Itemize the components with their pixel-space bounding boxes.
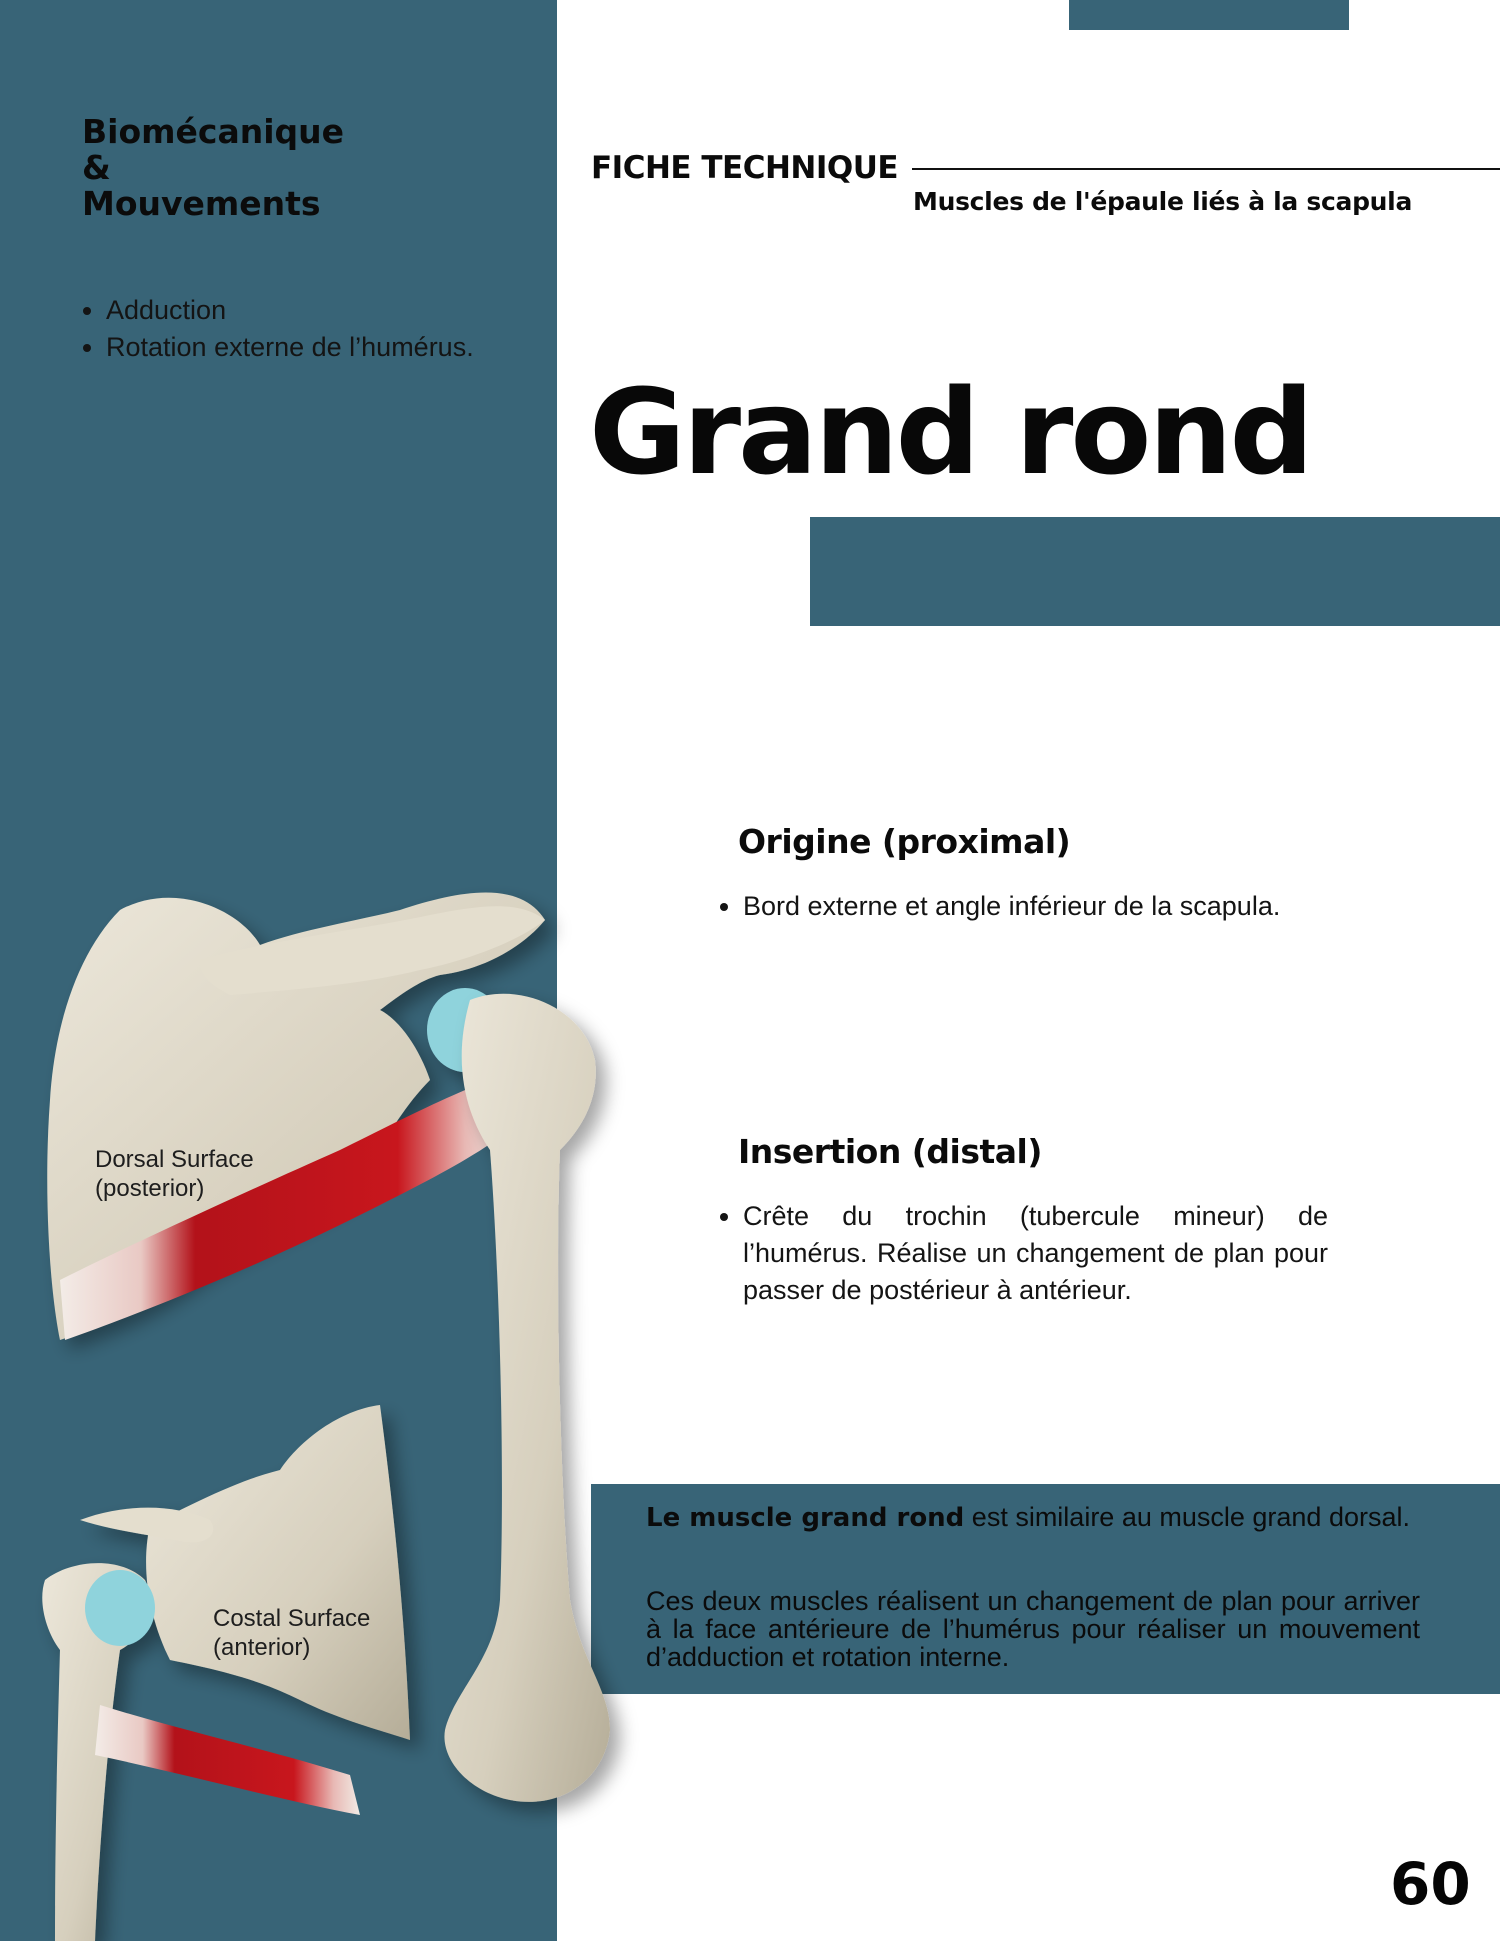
teres-major-illustration [0, 880, 700, 1941]
movement-item: • Adduction [106, 292, 508, 329]
origine-list [743, 888, 1443, 925]
teres-major-muscle-lower [95, 1705, 360, 1815]
label-dorsal-posterior: (posterior) [95, 1175, 205, 1202]
sidebar-title [82, 114, 344, 222]
fiche-technique-label: FICHE TECHNIQUE [591, 150, 899, 186]
movements-list [106, 292, 508, 366]
page-number: 60 [1390, 1850, 1471, 1918]
sidebar-title-line-2: & [82, 148, 111, 187]
header-rule [912, 168, 1500, 170]
insertion-item: • Crête du trochin (tubercule mineur) de l’humérus. Réalise un changement de plan pour passer de postérieur à antérieur. [743, 1198, 1328, 1309]
sidebar-title-line-1: Biomécanique [82, 112, 345, 151]
scapula-costal-body [146, 1405, 410, 1740]
humeral-head-cartilage [85, 1570, 155, 1646]
label-costal-surface: Costal Surface [213, 1605, 371, 1632]
note-paragraph-2: Ces deux muscles réalisent un changement de plan pour arriver à la face antérieure de l’humérus pour réaliser un mouvement d’adduction et rotation interne. [646, 1586, 1420, 1672]
sidebar-title-line-3: Mouvements [82, 184, 321, 223]
movement-item: • Rotation externe de l’humérus. [106, 329, 508, 366]
top-accent-bar [1069, 0, 1349, 30]
note-paragraph-1 [646, 1503, 1420, 1532]
scapula-costal [42, 1405, 410, 1941]
title-accent-bar [810, 517, 1500, 626]
page-title: Grand rond [589, 363, 1311, 501]
origine-item: • Bord externe et angle inférieur de la scapula. [743, 888, 1443, 925]
label-dorsal-surface: Dorsal Surface [95, 1146, 254, 1173]
note-bold-lead: Le muscle grand rond [646, 1503, 965, 1533]
fiche-subtitle: Muscles de l'épaule liés à la scapula [913, 187, 1413, 216]
teres-major-costal [95, 1705, 360, 1815]
origine-heading: Origine (proximal) [738, 822, 1071, 861]
insertion-heading: Insertion (distal) [738, 1132, 1042, 1171]
insertion-list [743, 1198, 1328, 1309]
note-p1-rest: est similaire au muscle grand dorsal. [964, 1502, 1410, 1532]
label-costal-anterior: (anterior) [213, 1634, 311, 1661]
